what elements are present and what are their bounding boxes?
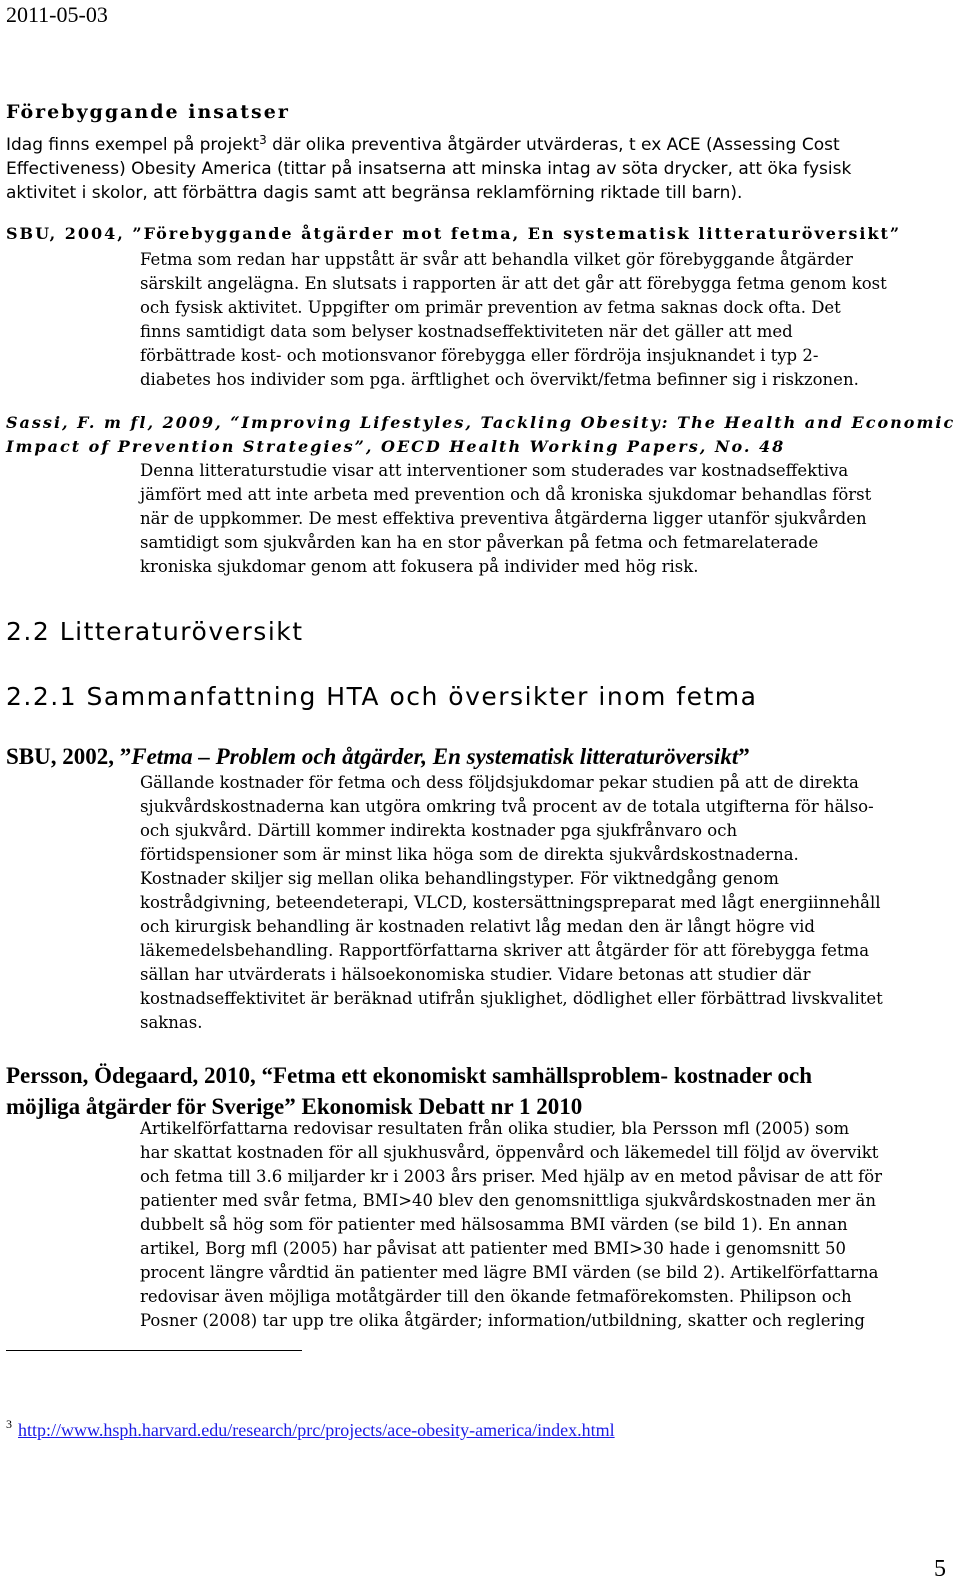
paragraph-line: särskilt angelägna. En slutsats i rapporten är att det går att förebygga fetma genom kost [140, 274, 887, 293]
section-heading-2-2: 2.2 Litteraturöversikt [6, 617, 304, 646]
paragraph-line: Artikelförfattarna redovisar resultaten från olika studier, bla Persson mfl (2005) som [140, 1119, 850, 1138]
paragraph-line: jämfört med att inte arbeta med prevention och då kroniska sjukdomar behandlas först [140, 485, 872, 504]
paragraph-prevention [6, 128, 956, 205]
section-heading-2-2-1: 2.2.1 Sammanfattning HTA och översikter inom fetma [6, 682, 758, 711]
paragraph-line: patienter med svår fetma, BMI>40 blev den genomsnittliga sjukvårdskostnaden mer än [140, 1191, 876, 1210]
paragraph-line: Effectiveness) Obesity America (tittar på insatserna att minska intag av söta drycker, att öka fysisk [6, 159, 852, 179]
paragraph-line: dubbelt så hög som för patienter med hälsosamma BMI värden (se bild 1). En annan [140, 1215, 848, 1234]
paragraph-line: sjukvårdskostnaderna kan utgöra omkring två procent av de totala utgifterna för hälso- [140, 797, 874, 816]
paragraph-line: samtidigt som sjukvården kan ha en stor påverkan på fetma och fetmarelaterade [140, 533, 819, 552]
reference-heading-persson-line1: Persson, Ödegaard, 2010, “Fetma ett ekonomiskt samhällsproblem- kostnader och [6, 1063, 813, 1088]
paragraph-line: sällan har utvärderats i hälsoekonomiska studier. Vidare betonas att studier där [140, 965, 811, 984]
paragraph-line: när de uppkommer. De mest effektiva preventiva åtgärderna ligger utanför sjukvården [140, 509, 867, 528]
footnote-divider [6, 1350, 302, 1351]
footnote-number: 3 [6, 1417, 12, 1431]
reference-body-sbu-2004 [140, 248, 956, 392]
paragraph-line: har skattat kostnaden för all sjukhusvård, öppenvård och läkemedel till följd av övervikt [140, 1143, 879, 1162]
reference-heading-sassi-line1: Sassi, F. m fl, 2009, “Improving Lifestyles, Tackling Obesity: The Health and Economic [6, 413, 956, 432]
paragraph-line: förbättrade kost- och motionsvanor förebygga eller fördröja insjuknandet i typ 2- [140, 346, 819, 365]
paragraph-line: förtidspensioner som är minst lika höga som de direkta sjukvårdskostnaderna. [140, 845, 799, 864]
paragraph-line: och sjukvård. Därtill kommer indirekta kostnader pga sjukfrånvaro och [140, 821, 738, 840]
paragraph-line: kostnadseffektivitet är beräknad utifrån sjuklighet, dödlighet eller förbättrad livskvalitet [140, 989, 883, 1008]
reference-body-sassi [140, 459, 956, 579]
reference-heading-persson-line2: möjliga åtgärder för Sverige” Ekonomisk Debatt nr 1 2010 [6, 1094, 583, 1119]
reference-body-persson [140, 1117, 956, 1333]
reference-heading-sbu-2004: SBU, 2004, ”Förebyggande åtgärder mot fetma, En systematisk litteraturöversikt” [6, 224, 902, 243]
paragraph-line: artikel, Borg mfl (2005) har påvisat att patienter med BMI>30 hade i genomsnitt 50 [140, 1239, 847, 1258]
paragraph-line: läkemedelsbehandling. Rapportförfattarna skriver att åtgärder för att förebygga fetma [140, 941, 870, 960]
paragraph-line: Posner (2008) tar upp tre olika åtgärder; information/utbildning, skatter och reglering [140, 1311, 865, 1330]
section-heading-prevention: Förebyggande insatser [6, 101, 290, 123]
paragraph-line: kostrådgivning, beteendeterapi, VLCD, kostersättningspreparat med lågt energiinnehåll [140, 893, 881, 912]
reference-heading-sbu-2002: SBU, 2002, ”Fetma – Problem och åtgärder, En systematisk litteraturöversikt” [6, 744, 750, 769]
page-number: 5 [934, 1556, 946, 1582]
paragraph-line: Denna litteraturstudie visar att interventioner som studerades var kostnadseffektiva [140, 461, 849, 480]
reference-heading-sassi-line2: Impact of Prevention Strategies”, OECD Health Working Papers, No. 48 [6, 437, 786, 456]
paragraph-line: aktivitet i skolor, att förbättra dagis samt att begränsa reklamförning riktade till barn). [6, 183, 743, 203]
paragraph-line: diabetes hos individer som pga. ärftlighet och övervikt/fetma befinner sig i riskzonen. [140, 370, 859, 389]
document-date: 2011-05-03 [6, 2, 108, 27]
paragraph-line: och kirurgisk behandling är kostnaden relativt låg medan den är långt högre vid [140, 917, 815, 936]
paragraph-line: Kostnader skiljer sig mellan olika behandlingstyper. För viktnedgång genom [140, 869, 779, 888]
paragraph-line: procent längre vårdtid än patienter med lägre BMI värden (se bild 2). Artikelförfattarna [140, 1263, 879, 1282]
paragraph-line: Idag finns exempel på projekt$^3$ där olika preventiva åtgärder utvärderas, t ex ACE (Assessing Cost [6, 133, 840, 155]
paragraph-line: och fysisk aktivitet. Uppgifter om primär prevention av fetma saknas dock ofta. Det [140, 298, 841, 317]
paragraph-line: kroniska sjukdomar genom att fokusera på individer med hög risk. [140, 557, 699, 576]
paragraph-line: Fetma som redan har uppstått är svår att behandla vilket gör förebyggande åtgärder [140, 250, 853, 269]
reference-body-sbu-2002 [140, 771, 956, 1035]
footnote-ref: 3 [259, 133, 267, 147]
footnote-link[interactable]: http://www.hsph.harvard.edu/research/prc/projects/ace-obesity-america/index.html [18, 1420, 615, 1440]
paragraph-line: finns samtidigt data som belyser kostnadseffektiviteten när det gäller att med [140, 322, 793, 341]
paragraph-line: och fetma till 3.6 miljarder kr i 2003 års priser. Med hjälp av en metod påvisar de att för [140, 1167, 883, 1186]
paragraph-line: saknas. [140, 1013, 203, 1032]
paragraph-line: Gällande kostnader för fetma och dess följdsjukdomar pekar studien på att de direkta [140, 773, 859, 792]
footnote [6, 1417, 615, 1441]
paragraph-line: redovisar även möjliga motåtgärder till den ökande fetmaförekomsten. Philipson och [140, 1287, 852, 1306]
